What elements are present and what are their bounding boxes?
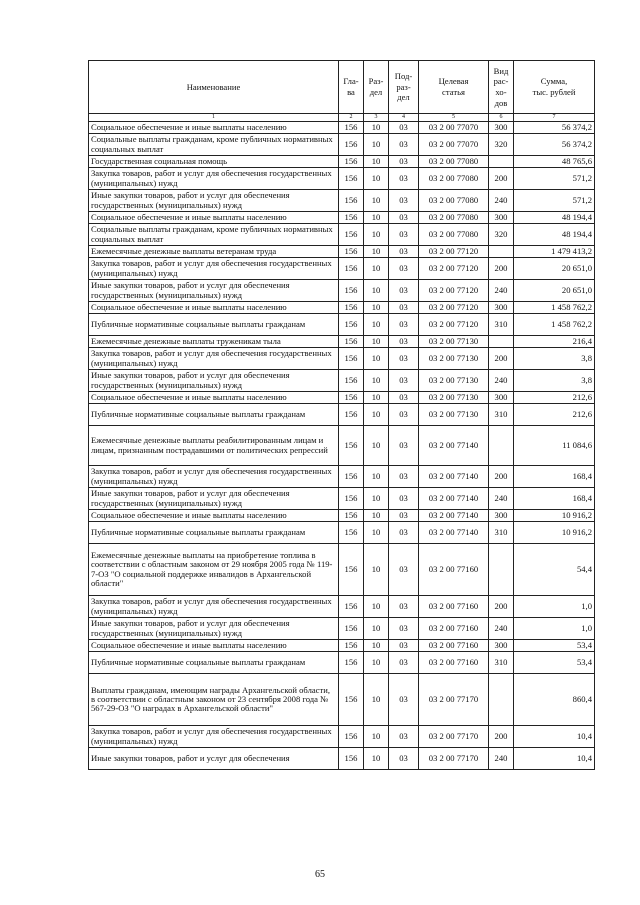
cell-name: Социальное обеспечение и иные выплаты населению [89, 640, 339, 652]
cell-vid [489, 426, 514, 466]
cell-name: Публичные нормативные социальные выплаты гражданам [89, 404, 339, 426]
table-row [89, 596, 595, 618]
cell-summa: 216,4 [514, 336, 595, 348]
cell-vid: 320 [489, 224, 514, 246]
cell-statya: 03 2 00 77080 [419, 212, 489, 224]
table-row [89, 652, 595, 674]
cell-summa: 571,2 [514, 168, 595, 190]
cell-name: Закупка товаров, работ и услуг для обеспечения государственных (муниципальных) нужд [89, 168, 339, 190]
cell-vid: 200 [489, 596, 514, 618]
cell-podrazdel: 03 [389, 544, 419, 596]
cell-razdel: 10 [364, 258, 389, 280]
header-razdel-text: Раз- дел [368, 76, 384, 97]
table-row [89, 748, 595, 770]
cell-summa: 1,0 [514, 596, 595, 618]
cell-vid: 300 [489, 640, 514, 652]
cell-razdel: 10 [364, 122, 389, 134]
cell-razdel: 10 [364, 522, 389, 544]
cell-statya: 03 2 00 77170 [419, 748, 489, 770]
cell-name: Социальные выплаты гражданам, кроме публичных нормативных социальных выплат [89, 224, 339, 246]
cell-glava: 156 [339, 640, 364, 652]
cell-vid: 300 [489, 212, 514, 224]
cell-summa: 10 916,2 [514, 522, 595, 544]
cell-summa: 54,4 [514, 544, 595, 596]
cell-podrazdel: 03 [389, 618, 419, 640]
cell-podrazdel: 03 [389, 596, 419, 618]
table-row [89, 392, 595, 404]
cell-podrazdel: 03 [389, 370, 419, 392]
table-row [89, 302, 595, 314]
cell-razdel: 10 [364, 596, 389, 618]
table-row [89, 156, 595, 168]
cell-razdel: 10 [364, 392, 389, 404]
cell-summa: 1 458 762,2 [514, 302, 595, 314]
column-number: 3 [364, 114, 389, 122]
cell-statya: 03 2 00 77120 [419, 258, 489, 280]
cell-statya: 03 2 00 77160 [419, 652, 489, 674]
table-header [89, 61, 595, 122]
table-row [89, 212, 595, 224]
table-row [89, 466, 595, 488]
cell-glava: 156 [339, 426, 364, 466]
cell-summa: 212,6 [514, 404, 595, 426]
page-number: 65 [315, 869, 325, 880]
cell-podrazdel: 03 [389, 314, 419, 336]
table-row [89, 674, 595, 726]
cell-statya: 03 2 00 77160 [419, 618, 489, 640]
cell-razdel: 10 [364, 156, 389, 168]
cell-summa: 56 374,2 [514, 122, 595, 134]
table-row [89, 122, 595, 134]
cell-razdel: 10 [364, 168, 389, 190]
table-row [89, 522, 595, 544]
cell-podrazdel: 03 [389, 674, 419, 726]
cell-name: Закупка товаров, работ и услуг для обеспечения государственных (муниципальных) нужд [89, 726, 339, 748]
table-row [89, 258, 595, 280]
cell-vid: 310 [489, 314, 514, 336]
cell-statya: 03 2 00 77170 [419, 674, 489, 726]
cell-statya: 03 2 00 77140 [419, 522, 489, 544]
table-row [89, 544, 595, 596]
cell-vid: 200 [489, 348, 514, 370]
cell-podrazdel: 03 [389, 224, 419, 246]
cell-statya: 03 2 00 77120 [419, 314, 489, 336]
cell-vid: 200 [489, 258, 514, 280]
cell-statya: 03 2 00 77120 [419, 246, 489, 258]
cell-razdel: 10 [364, 544, 389, 596]
table-row [89, 168, 595, 190]
cell-glava: 156 [339, 596, 364, 618]
cell-vid [489, 246, 514, 258]
cell-summa: 3,8 [514, 348, 595, 370]
table-row [89, 224, 595, 246]
cell-glava: 156 [339, 726, 364, 748]
cell-name: Ежемесячные денежные выплаты реабилитированным лицам и лицам, признанным пострадавшими от политических репрессий [89, 426, 339, 466]
cell-glava: 156 [339, 258, 364, 280]
cell-name: Социальное обеспечение и иные выплаты населению [89, 302, 339, 314]
cell-name: Закупка товаров, работ и услуг для обеспечения государственных (муниципальных) нужд [89, 258, 339, 280]
cell-razdel: 10 [364, 190, 389, 212]
cell-summa: 1,0 [514, 618, 595, 640]
cell-podrazdel: 03 [389, 258, 419, 280]
cell-vid: 320 [489, 134, 514, 156]
cell-name: Ежемесячные денежные выплаты труженикам тыла [89, 336, 339, 348]
header-razdel [364, 61, 389, 114]
cell-vid [489, 674, 514, 726]
cell-statya: 03 2 00 77130 [419, 392, 489, 404]
cell-razdel: 10 [364, 618, 389, 640]
cell-glava: 156 [339, 392, 364, 404]
column-number: 7 [514, 114, 595, 122]
cell-summa: 20 651,0 [514, 280, 595, 302]
cell-vid: 200 [489, 466, 514, 488]
cell-podrazdel: 03 [389, 748, 419, 770]
cell-podrazdel: 03 [389, 404, 419, 426]
cell-vid: 300 [489, 510, 514, 522]
cell-name: Иные закупки товаров, работ и услуг для обеспечения государственных (муниципальных) нужд [89, 618, 339, 640]
cell-glava: 156 [339, 212, 364, 224]
cell-podrazdel: 03 [389, 510, 419, 522]
cell-vid: 240 [489, 370, 514, 392]
cell-vid: 240 [489, 280, 514, 302]
table-row [89, 314, 595, 336]
header-podrazdel-text: Под- раз- дел [394, 70, 413, 103]
cell-summa: 56 374,2 [514, 134, 595, 156]
column-number: 6 [489, 114, 514, 122]
cell-vid: 300 [489, 122, 514, 134]
cell-summa: 48 194,4 [514, 224, 595, 246]
cell-summa: 1 479 413,2 [514, 246, 595, 258]
cell-summa: 53,4 [514, 652, 595, 674]
cell-glava: 156 [339, 134, 364, 156]
cell-vid: 200 [489, 726, 514, 748]
cell-name: Закупка товаров, работ и услуг для обеспечения государственных (муниципальных) нужд [89, 348, 339, 370]
table-row [89, 488, 595, 510]
column-number: 4 [389, 114, 419, 122]
cell-razdel: 10 [364, 246, 389, 258]
cell-podrazdel: 03 [389, 392, 419, 404]
cell-glava: 156 [339, 348, 364, 370]
cell-podrazdel: 03 [389, 168, 419, 190]
cell-statya: 03 2 00 77120 [419, 280, 489, 302]
cell-vid: 240 [489, 488, 514, 510]
cell-razdel: 10 [364, 652, 389, 674]
cell-podrazdel: 03 [389, 280, 419, 302]
cell-razdel: 10 [364, 488, 389, 510]
cell-razdel: 10 [364, 640, 389, 652]
cell-podrazdel: 03 [389, 652, 419, 674]
cell-summa: 1 458 762,2 [514, 314, 595, 336]
header-glava-text: Гла- ва [343, 76, 359, 97]
table-row [89, 640, 595, 652]
cell-glava: 156 [339, 748, 364, 770]
cell-vid: 240 [489, 190, 514, 212]
cell-vid [489, 156, 514, 168]
cell-name: Иные закупки товаров, работ и услуг для обеспечения [89, 748, 339, 770]
cell-podrazdel: 03 [389, 522, 419, 544]
cell-vid [489, 544, 514, 596]
cell-vid: 310 [489, 404, 514, 426]
cell-razdel: 10 [364, 314, 389, 336]
cell-razdel: 10 [364, 134, 389, 156]
cell-statya: 03 2 00 77160 [419, 640, 489, 652]
header-podrazdel [389, 61, 419, 114]
cell-razdel: 10 [364, 212, 389, 224]
cell-podrazdel: 03 [389, 156, 419, 168]
cell-podrazdel: 03 [389, 190, 419, 212]
table-row [89, 510, 595, 522]
table-row [89, 618, 595, 640]
header-name: Наименование [89, 61, 339, 114]
cell-razdel: 10 [364, 510, 389, 522]
cell-statya: 03 2 00 77080 [419, 168, 489, 190]
cell-vid: 300 [489, 392, 514, 404]
cell-summa: 168,4 [514, 466, 595, 488]
cell-name: Социальное обеспечение и иные выплаты населению [89, 212, 339, 224]
cell-razdel: 10 [364, 426, 389, 466]
cell-name: Государственная социальная помощь [89, 156, 339, 168]
cell-razdel: 10 [364, 336, 389, 348]
cell-statya: 03 2 00 77170 [419, 726, 489, 748]
cell-glava: 156 [339, 190, 364, 212]
table-row [89, 370, 595, 392]
cell-podrazdel: 03 [389, 466, 419, 488]
cell-name: Иные закупки товаров, работ и услуг для обеспечения государственных (муниципальных) нужд [89, 370, 339, 392]
header-statya-text: Целевая статья [438, 76, 469, 97]
cell-summa: 53,4 [514, 640, 595, 652]
cell-name: Выплаты гражданам, имеющим награды Архангельской области, в соответствии с областным законом от 23 сентября 2008 года № 567-29-ОЗ "О наградах в Архангельской области" [89, 674, 339, 726]
cell-podrazdel: 03 [389, 122, 419, 134]
cell-podrazdel: 03 [389, 246, 419, 258]
cell-name: Публичные нормативные социальные выплаты гражданам [89, 652, 339, 674]
cell-statya: 03 2 00 77140 [419, 510, 489, 522]
cell-summa: 571,2 [514, 190, 595, 212]
cell-razdel: 10 [364, 280, 389, 302]
cell-name: Ежемесячные денежные выплаты ветеранам труда [89, 246, 339, 258]
cell-statya: 03 2 00 77070 [419, 134, 489, 156]
cell-glava: 156 [339, 488, 364, 510]
cell-summa: 10,4 [514, 726, 595, 748]
cell-statya: 03 2 00 77140 [419, 426, 489, 466]
column-number: 1 [89, 114, 339, 122]
table-row [89, 404, 595, 426]
cell-statya: 03 2 00 77130 [419, 336, 489, 348]
cell-glava: 156 [339, 280, 364, 302]
cell-razdel: 10 [364, 302, 389, 314]
cell-podrazdel: 03 [389, 134, 419, 156]
cell-podrazdel: 03 [389, 336, 419, 348]
header-summa [514, 61, 595, 114]
column-number: 2 [339, 114, 364, 122]
cell-statya: 03 2 00 77130 [419, 404, 489, 426]
table-row [89, 134, 595, 156]
cell-glava: 156 [339, 224, 364, 246]
table-row [89, 426, 595, 466]
cell-name: Социальное обеспечение и иные выплаты населению [89, 392, 339, 404]
cell-glava: 156 [339, 302, 364, 314]
cell-podrazdel: 03 [389, 640, 419, 652]
cell-name: Иные закупки товаров, работ и услуг для обеспечения государственных (муниципальных) нужд [89, 190, 339, 212]
cell-glava: 156 [339, 674, 364, 726]
column-number: 5 [419, 114, 489, 122]
cell-glava: 156 [339, 618, 364, 640]
table-row [89, 190, 595, 212]
cell-name: Публичные нормативные социальные выплаты гражданам [89, 314, 339, 336]
cell-name: Публичные нормативные социальные выплаты гражданам [89, 522, 339, 544]
cell-summa: 48 765,6 [514, 156, 595, 168]
cell-statya: 03 2 00 77160 [419, 596, 489, 618]
cell-glava: 156 [339, 652, 364, 674]
cell-glava: 156 [339, 122, 364, 134]
cell-name: Закупка товаров, работ и услуг для обеспечения государственных (муниципальных) нужд [89, 596, 339, 618]
cell-summa: 10,4 [514, 748, 595, 770]
table-row [89, 348, 595, 370]
cell-glava: 156 [339, 544, 364, 596]
cell-statya: 03 2 00 77080 [419, 156, 489, 168]
cell-glava: 156 [339, 156, 364, 168]
cell-summa: 3,8 [514, 370, 595, 392]
cell-razdel: 10 [364, 748, 389, 770]
header-glava [339, 61, 364, 114]
cell-glava: 156 [339, 246, 364, 258]
header-vid [489, 61, 514, 114]
cell-statya: 03 2 00 77160 [419, 544, 489, 596]
cell-glava: 156 [339, 314, 364, 336]
cell-statya: 03 2 00 77140 [419, 466, 489, 488]
cell-summa: 20 651,0 [514, 258, 595, 280]
cell-statya: 03 2 00 77080 [419, 224, 489, 246]
cell-podrazdel: 03 [389, 348, 419, 370]
cell-vid: 310 [489, 652, 514, 674]
cell-statya: 03 2 00 77130 [419, 370, 489, 392]
cell-glava: 156 [339, 404, 364, 426]
cell-summa: 11 084,6 [514, 426, 595, 466]
cell-razdel: 10 [364, 404, 389, 426]
cell-glava: 156 [339, 168, 364, 190]
cell-summa: 860,4 [514, 674, 595, 726]
cell-razdel: 10 [364, 224, 389, 246]
cell-vid: 200 [489, 168, 514, 190]
cell-statya: 03 2 00 77070 [419, 122, 489, 134]
cell-name: Ежемесячные денежные выплаты на приобретение топлива в соответствии с областным законом от 29 ноября 2005 года № 119-7-ОЗ "О социальной поддержке инвалидов в Архангельской области" [89, 544, 339, 596]
cell-summa: 48 194,4 [514, 212, 595, 224]
header-row [89, 61, 595, 114]
cell-name: Закупка товаров, работ и услуг для обеспечения государственных (муниципальных) нужд [89, 466, 339, 488]
budget-table [88, 60, 595, 770]
cell-statya: 03 2 00 77140 [419, 488, 489, 510]
header-vid-text: Вид рас- хо- дов [493, 65, 509, 108]
cell-podrazdel: 03 [389, 726, 419, 748]
cell-vid: 310 [489, 522, 514, 544]
cell-vid: 300 [489, 302, 514, 314]
cell-statya: 03 2 00 77120 [419, 302, 489, 314]
cell-name: Иные закупки товаров, работ и услуг для обеспечения государственных (муниципальных) нужд [89, 488, 339, 510]
cell-summa: 10 916,2 [514, 510, 595, 522]
header-statya [419, 61, 489, 114]
cell-podrazdel: 03 [389, 488, 419, 510]
cell-name: Социальное обеспечение и иные выплаты населению [89, 510, 339, 522]
table-body [89, 122, 595, 770]
cell-vid: 240 [489, 748, 514, 770]
cell-glava: 156 [339, 336, 364, 348]
cell-razdel: 10 [364, 370, 389, 392]
cell-glava: 156 [339, 510, 364, 522]
cell-glava: 156 [339, 370, 364, 392]
cell-podrazdel: 03 [389, 212, 419, 224]
cell-razdel: 10 [364, 348, 389, 370]
cell-razdel: 10 [364, 466, 389, 488]
table-row [89, 246, 595, 258]
cell-statya: 03 2 00 77130 [419, 348, 489, 370]
table-row [89, 726, 595, 748]
cell-summa: 168,4 [514, 488, 595, 510]
cell-name: Иные закупки товаров, работ и услуг для обеспечения государственных (муниципальных) нужд [89, 280, 339, 302]
cell-vid: 240 [489, 618, 514, 640]
cell-name: Социальные выплаты гражданам, кроме публичных нормативных социальных выплат [89, 134, 339, 156]
cell-razdel: 10 [364, 674, 389, 726]
cell-glava: 156 [339, 466, 364, 488]
table-row [89, 280, 595, 302]
cell-vid [489, 336, 514, 348]
cell-summa: 212,6 [514, 392, 595, 404]
cell-razdel: 10 [364, 726, 389, 748]
header-summa-text: Сумма, тыс. рублей [532, 76, 576, 97]
table-row [89, 336, 595, 348]
cell-podrazdel: 03 [389, 302, 419, 314]
cell-name: Социальное обеспечение и иные выплаты населению [89, 122, 339, 134]
cell-podrazdel: 03 [389, 426, 419, 466]
column-number-row [89, 114, 595, 122]
cell-statya: 03 2 00 77080 [419, 190, 489, 212]
cell-glava: 156 [339, 522, 364, 544]
